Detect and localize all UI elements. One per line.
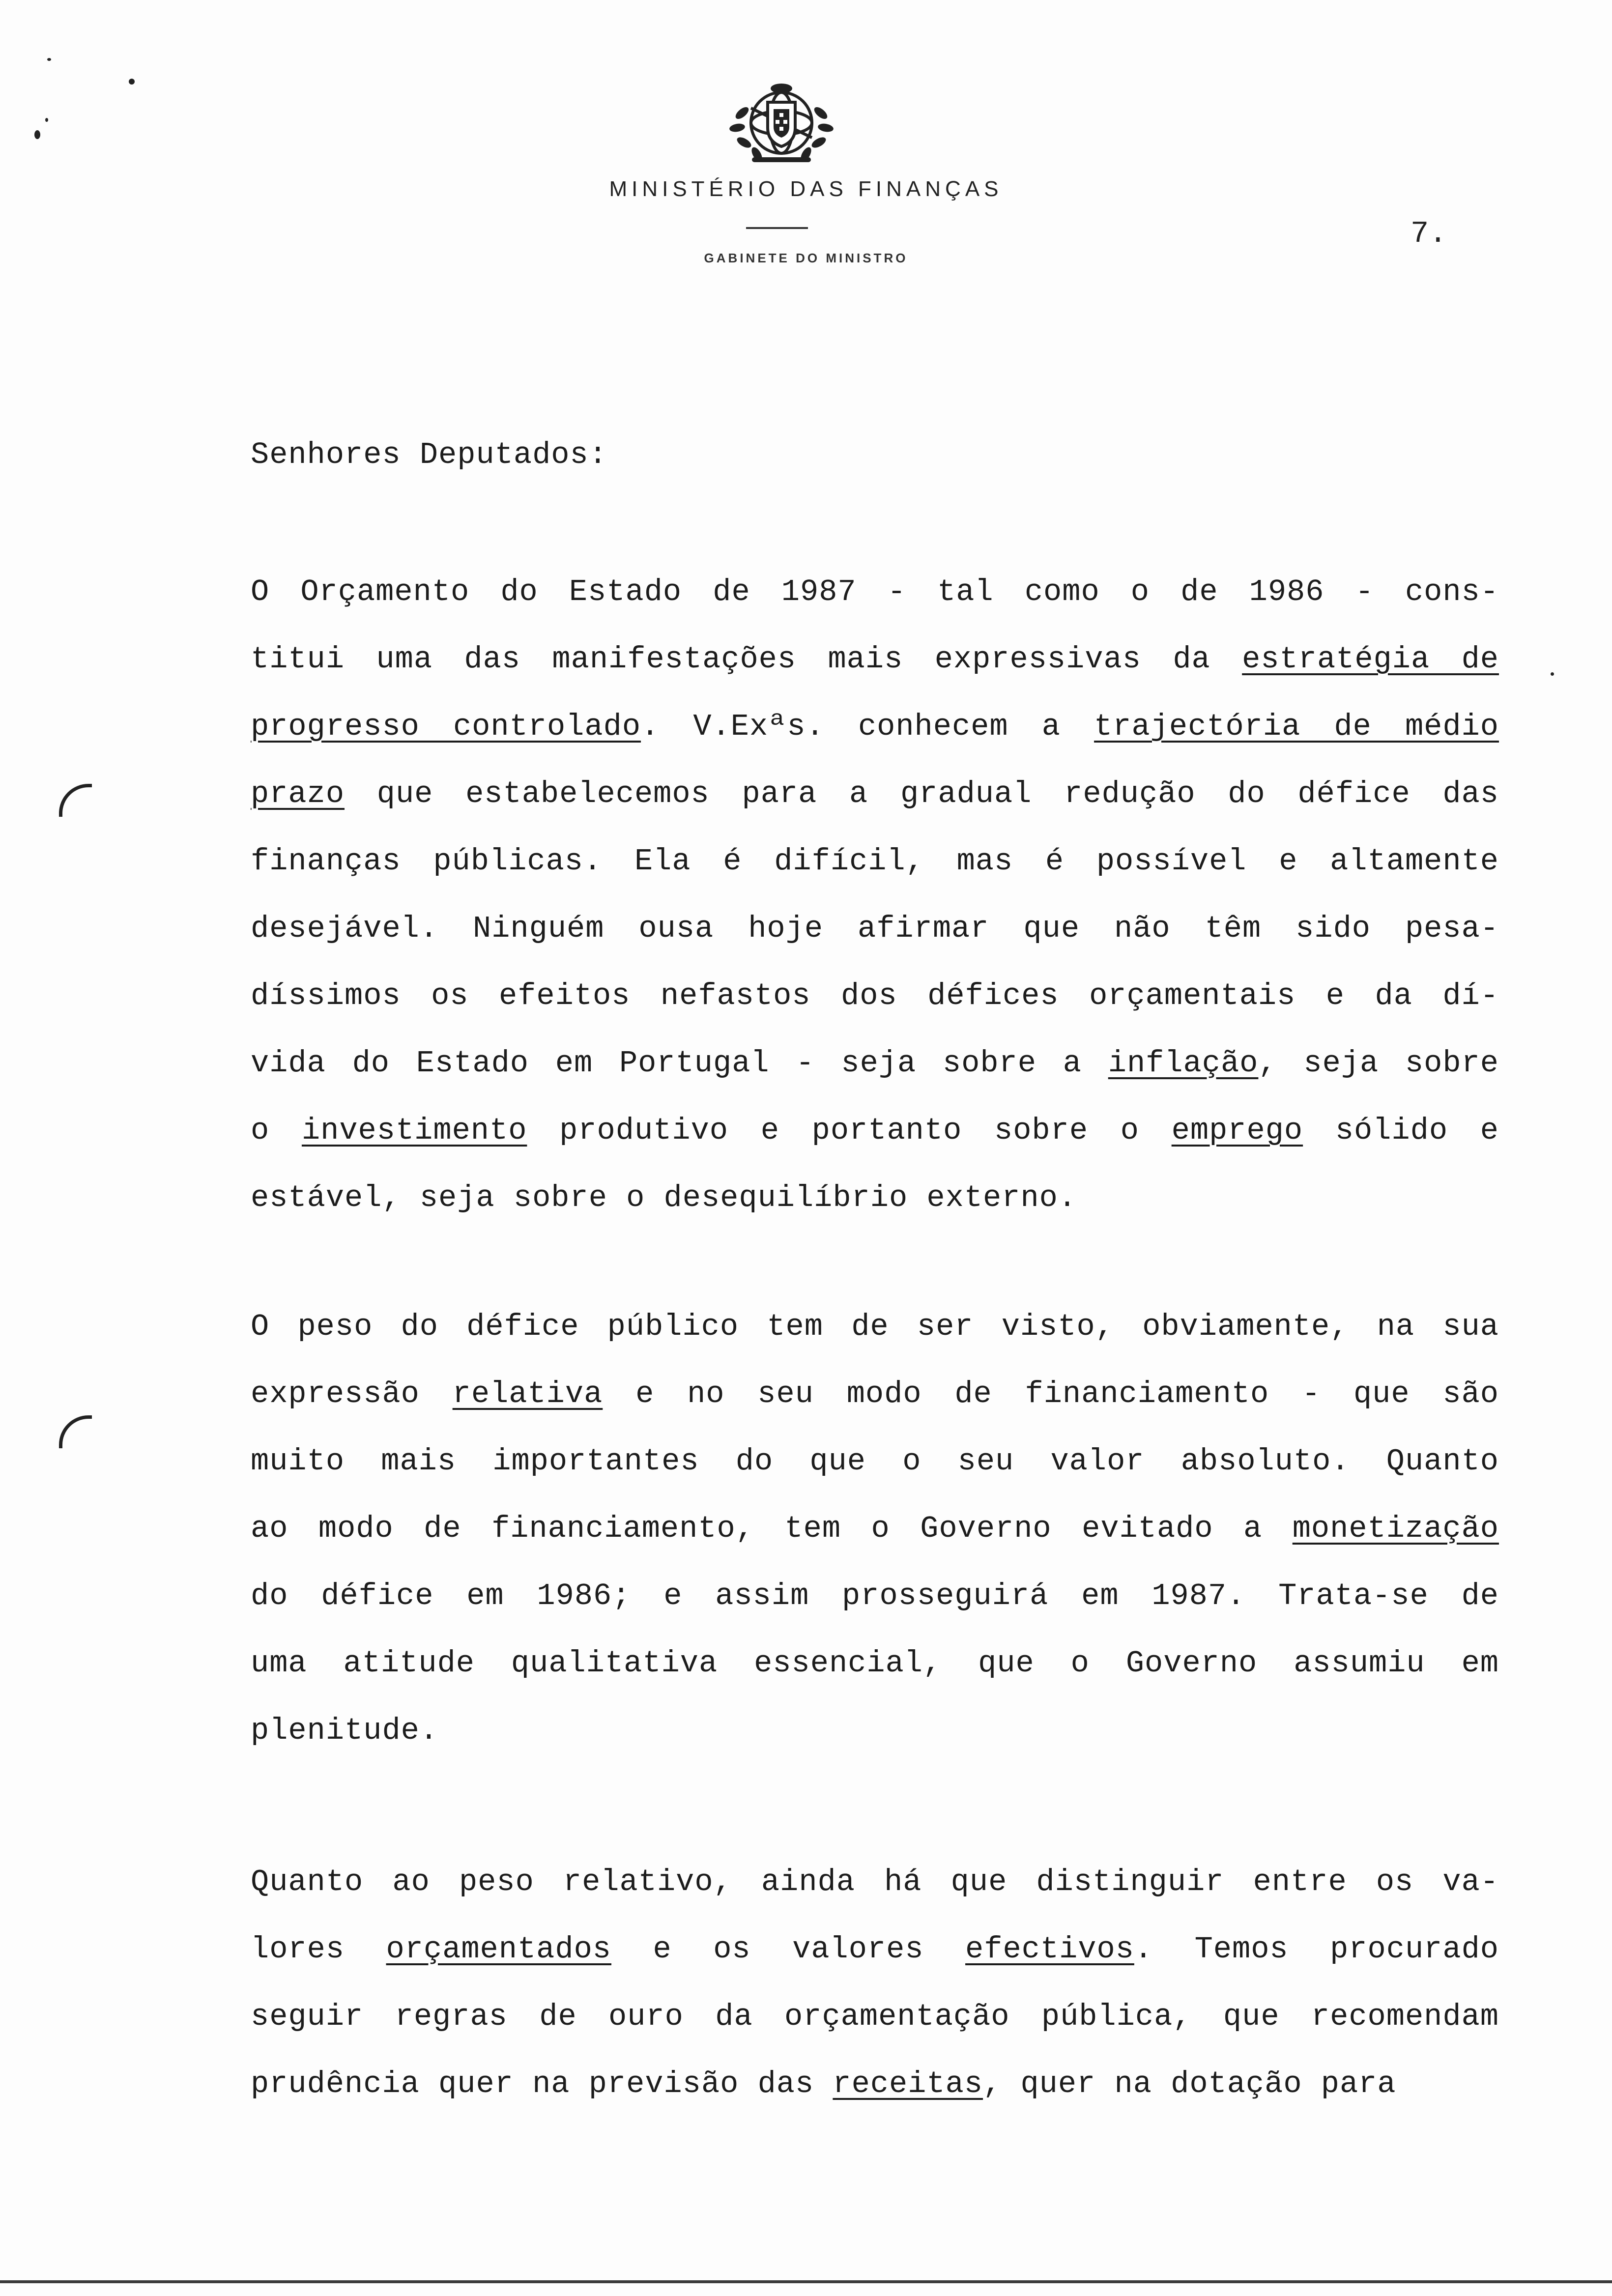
underlined-term: progresso controlado bbox=[251, 709, 641, 744]
text-line bbox=[251, 1114, 1499, 1181]
margin-mark bbox=[47, 58, 51, 61]
text-segment: prudência quer na previsão das bbox=[251, 2066, 833, 2101]
text-segment: seguir regras de ouro da orçamentação pública, que recomendam bbox=[251, 1999, 1499, 2034]
text-line bbox=[251, 1932, 1499, 2000]
page-number: 7. bbox=[1410, 216, 1447, 251]
text-segment: . V.Exªs. conhecem a bbox=[641, 709, 1094, 744]
text-segment: O Orçamento do Estado de 1987 - tal como o de 1986 - cons- bbox=[251, 574, 1499, 609]
underlined-term: estratégia de bbox=[1242, 642, 1499, 677]
text-segment: díssimos os efeitos nefastos dos défices orçamentais e da dí- bbox=[251, 978, 1499, 1013]
text-line bbox=[251, 1444, 1499, 1512]
text-segment: sólido e bbox=[1303, 1113, 1499, 1148]
text-line bbox=[251, 2067, 1499, 2134]
margin-mark bbox=[45, 118, 48, 122]
underlined-term: trajectória de médio bbox=[1094, 709, 1499, 744]
margin-mark bbox=[1551, 672, 1554, 676]
text-line bbox=[251, 1310, 1499, 1377]
underlined-term: receitas bbox=[833, 2066, 983, 2101]
text-segment: Quanto ao peso relativo, ainda há que distinguir entre os va- bbox=[251, 1865, 1499, 1899]
text-segment: ao modo de financiamento, tem o Governo evitado a bbox=[251, 1511, 1293, 1546]
text-segment: muito mais importantes do que o seu valor absoluto. Quanto bbox=[251, 1444, 1499, 1479]
text-line bbox=[251, 2000, 1499, 2067]
text-line bbox=[251, 1181, 1499, 1248]
underlined-term: efectivos bbox=[965, 1932, 1134, 1967]
text-line bbox=[251, 1046, 1499, 1114]
text-segment: vida do Estado em Portugal - seja sobre a bbox=[251, 1046, 1108, 1081]
text-segment: plenitude. bbox=[251, 1713, 439, 1748]
underlined-term: relativa bbox=[452, 1377, 603, 1411]
text-segment: do défice em 1986; e assim prosseguirá em 1987. Trata-se de bbox=[251, 1578, 1499, 1613]
coat-of-arms-icon bbox=[722, 79, 840, 167]
paragraph-1 bbox=[251, 575, 1499, 1248]
ministry-name: MINISTÉRIO DAS FINANÇAS bbox=[609, 177, 1003, 201]
text-line bbox=[251, 1714, 1499, 1781]
underlined-term: orçamentados bbox=[386, 1932, 612, 1967]
text-line bbox=[251, 979, 1499, 1046]
underlined-term: emprego bbox=[1171, 1113, 1303, 1148]
underlined-term: inflação bbox=[1108, 1046, 1259, 1081]
text-segment: O peso do défice público tem de ser visto, obviamente, na sua bbox=[251, 1309, 1499, 1344]
underlined-term: investimento bbox=[301, 1113, 527, 1148]
margin-mark bbox=[34, 130, 40, 139]
text-segment: e os valores bbox=[611, 1932, 966, 1967]
text-segment: finanças públicas. Ela é difícil, mas é possível e altamente bbox=[251, 844, 1499, 879]
text-segment: estável, seja sobre o desequilíbrio externo. bbox=[251, 1180, 1077, 1215]
text-segment: , quer na dotação para bbox=[983, 2066, 1396, 2101]
binder-hole-mark bbox=[59, 1415, 92, 1448]
underlined-term: prazo bbox=[251, 776, 345, 811]
text-line bbox=[251, 1579, 1499, 1646]
text-segment: produtivo e portanto sobre o bbox=[527, 1113, 1172, 1148]
salutation: Senhores Deputados: bbox=[251, 437, 607, 472]
text-segment: desejável. Ninguém ousa hoje afirmar que não têm sido pesa- bbox=[251, 911, 1499, 946]
text-segment: lores bbox=[251, 1932, 386, 1967]
text-line bbox=[251, 912, 1499, 979]
underlined-term: monetização bbox=[1292, 1511, 1499, 1546]
text-line bbox=[251, 1865, 1499, 1932]
paragraph-2 bbox=[251, 1310, 1499, 1781]
paragraph-3 bbox=[251, 1865, 1499, 2134]
binder-hole-mark bbox=[59, 784, 92, 817]
text-segment: expressão bbox=[251, 1377, 453, 1411]
text-line bbox=[251, 575, 1499, 642]
text-segment: que estabelecemos para a gradual redução do défice das bbox=[345, 776, 1499, 811]
cabinet-name: GABINETE DO MINISTRO bbox=[704, 251, 908, 265]
text-segment: uma atitude qualitativa essencial, que o Governo assumiu em bbox=[251, 1646, 1499, 1681]
page-bottom-edge bbox=[0, 2280, 1612, 2283]
text-segment: . Temos procurado bbox=[1134, 1932, 1499, 1967]
text-line bbox=[251, 777, 1499, 844]
letterhead-divider bbox=[746, 227, 808, 229]
text-segment: , seja sobre bbox=[1258, 1046, 1499, 1081]
text-line bbox=[251, 1512, 1499, 1579]
text-segment: o bbox=[251, 1113, 302, 1148]
text-line bbox=[251, 642, 1499, 710]
text-line bbox=[251, 710, 1499, 777]
margin-mark bbox=[129, 79, 135, 85]
text-line bbox=[251, 1377, 1499, 1444]
text-segment: e no seu modo de financiamento - que são bbox=[603, 1377, 1499, 1411]
text-segment: titui uma das manifestações mais expressivas da bbox=[251, 642, 1242, 677]
text-line bbox=[251, 1646, 1499, 1714]
text-line bbox=[251, 844, 1499, 912]
